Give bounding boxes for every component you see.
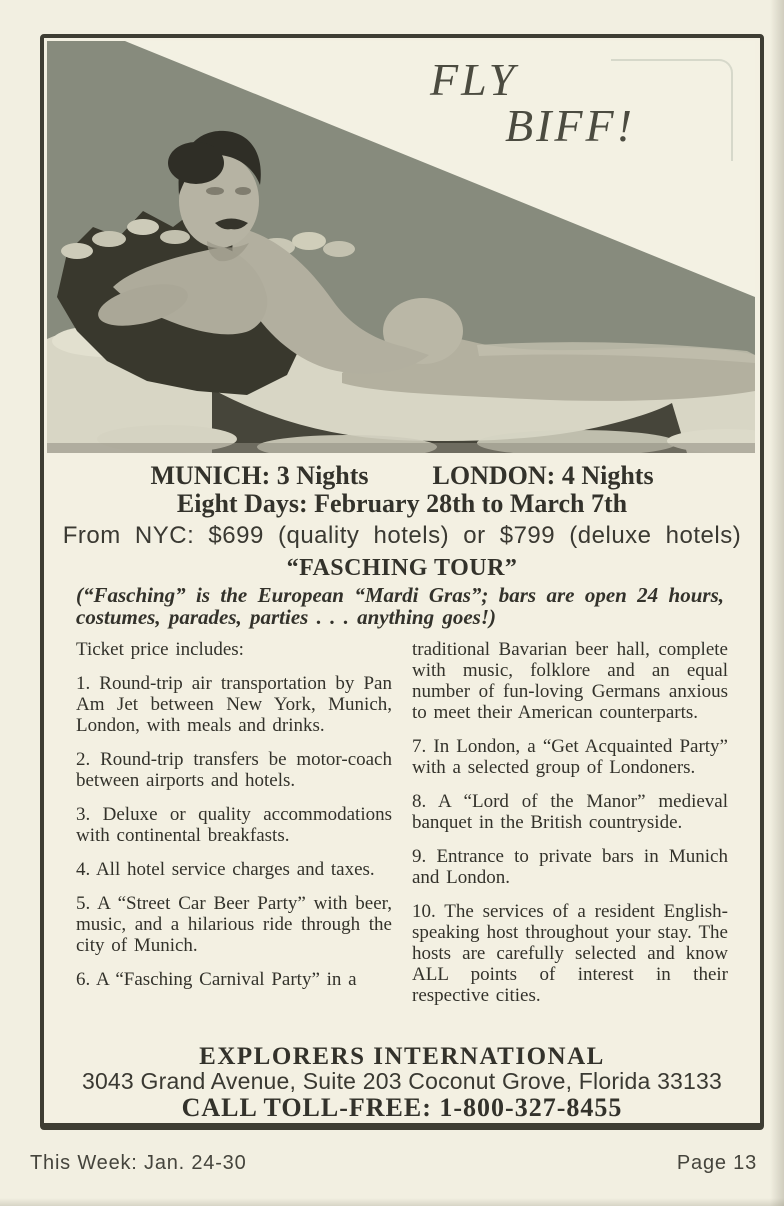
include-item-4: 4. All hotel service charges and taxes. — [76, 859, 375, 880]
itinerary-dates: Eight Days: February 28th to March 7th — [176, 489, 628, 518]
tour-note: (“Fasching” is the European “Mardi Gras”; bars are open 24 hours, costumes, parades, parties . . . anything goes!) — [76, 583, 724, 629]
includes-intro: Ticket price includes: — [76, 639, 244, 660]
include-item-8: 8. A “Lord of the Manor” medieval banquet in the British countryside. — [412, 791, 728, 833]
include-item-6: 6. A “Fasching Carnival Party” in a — [76, 969, 357, 990]
include-item-2: 2. Round-trip transfers be motor-coach between airports and hotels. — [76, 749, 392, 791]
company-address: 3043 Grand Avenue, Suite 203 Coconut Grove, Florida 33133 — [81, 1068, 723, 1094]
itinerary-london: LONDON: 4 Nights — [432, 461, 654, 490]
include-item-7: 7. In London, a “Get Acquainted Party” with a selected group of Londoners. — [412, 736, 728, 778]
headline-biff: BIFF! — [505, 100, 635, 151]
include-item-9: 9. Entrance to private bars in Munich and London. — [412, 846, 728, 888]
includes-column-left — [76, 639, 392, 1019]
includes-column-right — [412, 639, 728, 1019]
itinerary-cities — [44, 463, 760, 489]
company-phone: CALL TOLL-FREE: 1-800-327-8455 — [181, 1093, 623, 1122]
tour-name: “FASCHING TOUR” — [286, 555, 518, 581]
issue-date-label: This Week: Jan. 24-30 — [30, 1152, 247, 1174]
include-item-1: 1. Round-trip air transportation by Pan Am Jet between New York, Munich, London, with meals and drinks. — [76, 673, 392, 736]
page-number: Page 13 — [676, 1152, 757, 1174]
company-name: EXPLORERS INTERNATIONAL — [199, 1043, 605, 1070]
includes-section — [76, 639, 728, 1019]
include-item-10: 10. The services of a resident English-speaking host throughout your stay. The hosts are carefully selected and know ALL points of interest in their respective cities. — [412, 901, 728, 1006]
include-item-6-continued: traditional Bavarian beer hall, complete with music, folklore and an equal number of fun-loving Germans anxious to meet their American counterparts. — [412, 639, 728, 723]
include-item-3: 3. Deluxe or quality accommodations with continental breakfasts. — [76, 804, 392, 846]
itinerary-munich: MUNICH: 3 Nights — [150, 461, 369, 490]
ad-photo — [47, 41, 755, 453]
include-item-5: 5. A “Street Car Beer Party” with beer, music, and a hilarious ride through the city of Munich. — [76, 893, 392, 956]
pricing-line: From NYC: $699 (quality hotels) or $799 (deluxe hotels) — [62, 522, 742, 549]
scan-edge-shadow-bottom — [0, 1198, 784, 1206]
headline-fly: FLY — [430, 54, 518, 105]
ad-border-frame — [40, 34, 764, 1130]
scan-edge-shadow-right — [770, 0, 784, 1206]
